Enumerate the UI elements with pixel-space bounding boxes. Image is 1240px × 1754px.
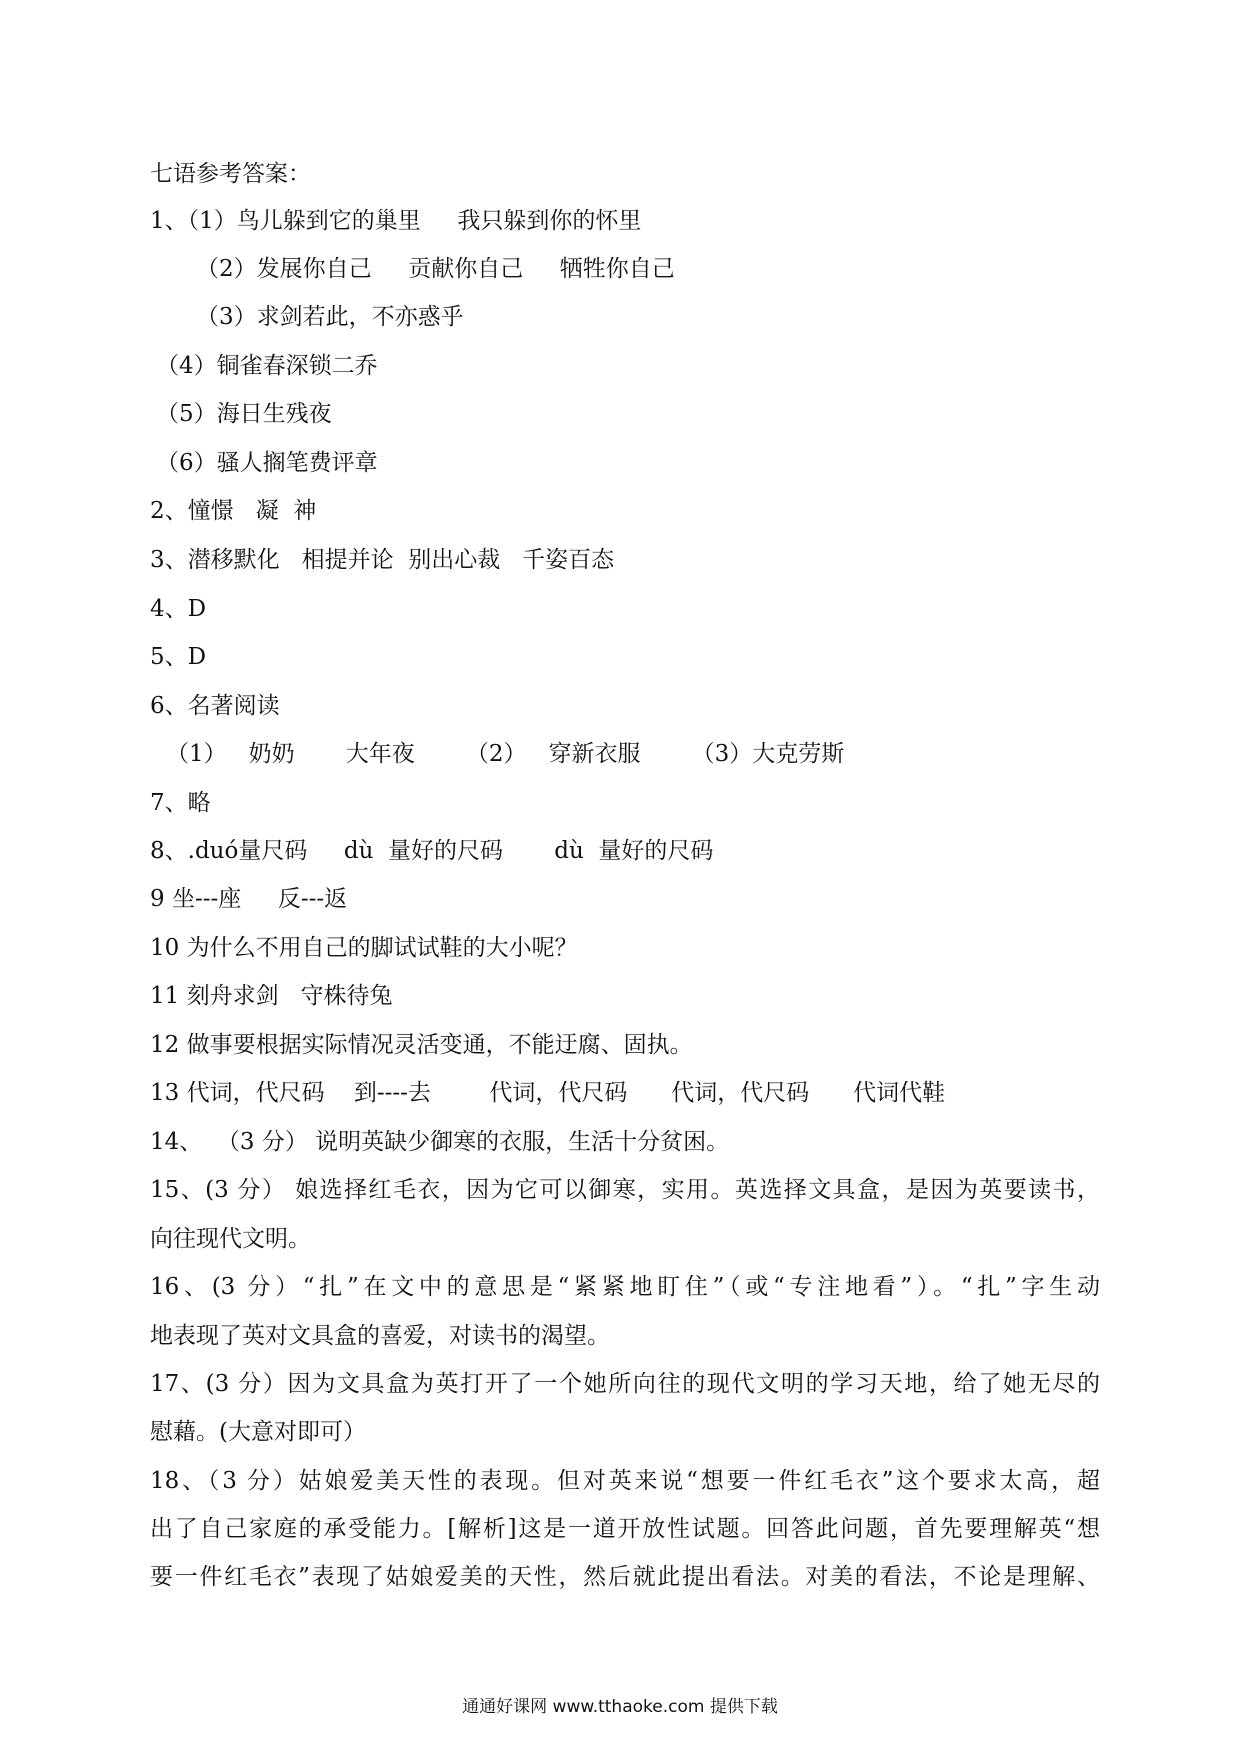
answer-line: （6）骚人搁笔费评章 bbox=[156, 450, 378, 476]
answer-line: 13 代词，代尺码 到----去 代词，代尺码 代词，代尺码 代词代鞋 bbox=[150, 1080, 946, 1106]
answer-line: （3）求剑若此，不亦惑乎 bbox=[196, 304, 464, 330]
answer-line: 3、潜移默化 相提并论 别出心裁 千姿百态 bbox=[150, 547, 615, 573]
answer-line: （1） 奶奶 大年夜 （2） 穿新衣服 （3）大克劳斯 bbox=[166, 741, 845, 767]
answer-line: 地表现了英对文具盒的喜爱，对读书的渴望。 bbox=[150, 1323, 610, 1349]
document-title: 七语参考答案： bbox=[150, 161, 311, 187]
answer-line: 15、(3 分） 娘选择红毛衣，因为它可以御寒，实用。英选择文具盒，是因为英要读书， bbox=[150, 1177, 1100, 1203]
answer-line: 6、名著阅读 bbox=[150, 693, 280, 719]
answer-line: 10 为什么不用自己的脚试试鞋的大小呢？ bbox=[150, 935, 578, 961]
answer-line: （4）铜雀春深锁二乔 bbox=[156, 353, 378, 379]
answer-line: 4、D bbox=[150, 596, 207, 622]
answer-line: （5）海日生残夜 bbox=[156, 401, 332, 427]
answer-line: 17、(3 分）因为文具盒为英打开了一个她所向往的现代文明的学习天地，给了她无尽的 bbox=[150, 1371, 1100, 1397]
answer-line: 向往现代文明。 bbox=[150, 1226, 311, 1252]
answer-line: 12 做事要根据实际情况灵活变通，不能迂腐、固执。 bbox=[150, 1032, 693, 1058]
answer-line: （2）发展你自己 贡献你自己 牺牲你自己 bbox=[196, 256, 675, 282]
answer-line: 2、憧憬 凝 神 bbox=[150, 498, 317, 524]
answer-line: 7、略 bbox=[150, 790, 211, 816]
answer-line: 11 刻舟求剑 守株待兔 bbox=[150, 983, 393, 1009]
answer-line: 8、.duó量尺码 dù 量好的尺码 dù 量好的尺码 bbox=[150, 838, 714, 864]
answer-line: 9 坐---座 反---返 bbox=[150, 886, 348, 912]
answer-line: 5、D bbox=[150, 644, 207, 670]
answer-line: 要一件红毛衣”表现了姑娘爱美的天性，然后就此提出看法。对美的看法，不论是理解、 bbox=[150, 1564, 1100, 1590]
answer-line: 16、(3 分）“扎”在文中的意思是“紧紧地盯住”（或“专注地看”）。“扎”字生动 bbox=[150, 1274, 1100, 1300]
answer-line: 14、 （3 分） 说明英缺少御寒的衣服，生活十分贫困。 bbox=[150, 1129, 730, 1155]
answer-line: 18、（3 分）姑娘爱美天性的表现。但对英来说“想要一件红毛衣”这个要求太高，超 bbox=[150, 1468, 1100, 1494]
page-footer: 通通好课网 www.tthaoke.com 提供下载 bbox=[462, 1697, 778, 1717]
answer-line: 出了自己家庭的承受能力。[解析]这是一道开放性试题。回答此问题，首先要理解英“想 bbox=[150, 1516, 1100, 1542]
answer-line: 1、（1）鸟儿躲到它的巢里 我只躲到你的怀里 bbox=[150, 208, 642, 234]
answer-line: 慰藉。(大意对即可） bbox=[150, 1419, 366, 1445]
